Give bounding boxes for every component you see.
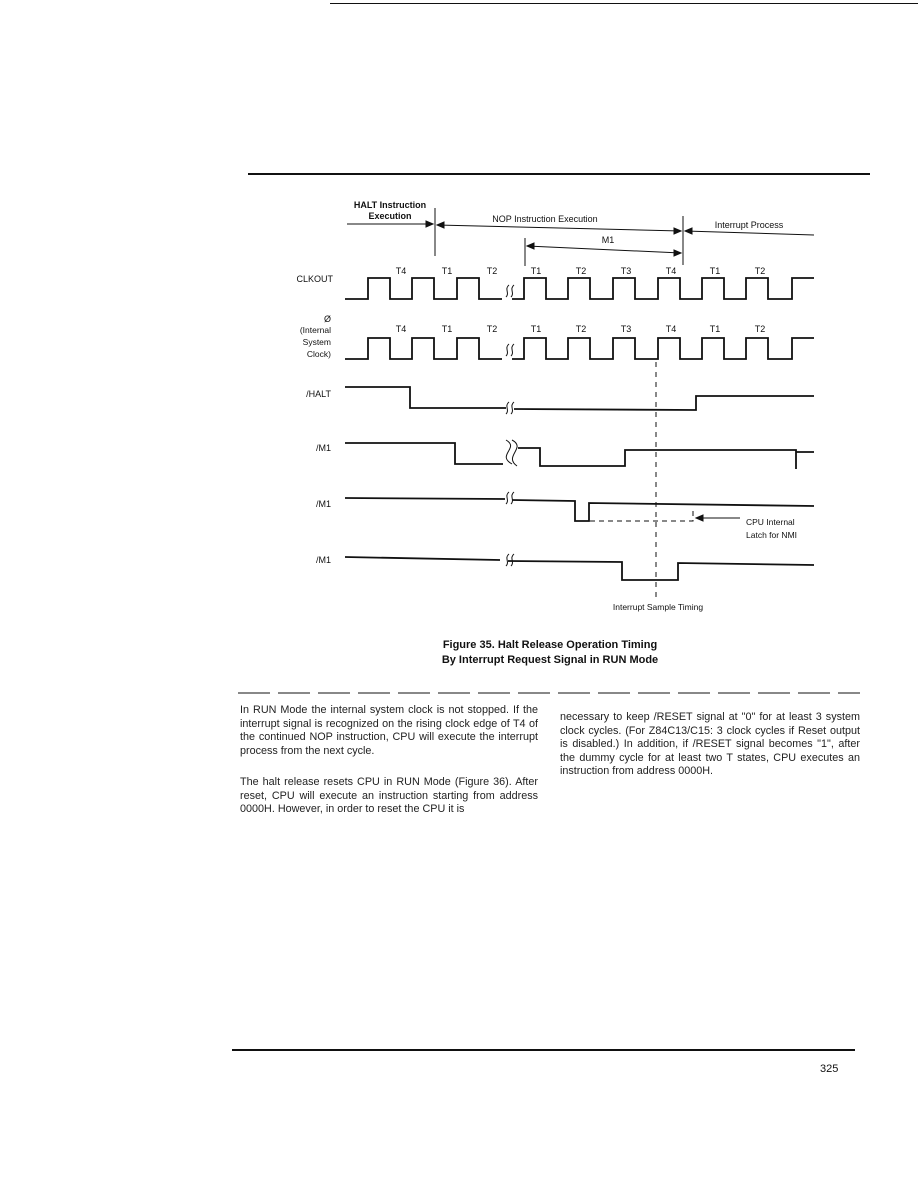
phi-state-8: T1 [709, 324, 721, 334]
signal-phi-symbol: Ø [323, 314, 331, 324]
m1-span-label: M1 [601, 235, 615, 245]
nmi-latch-path [590, 507, 693, 521]
clkout-state-7: T4 [665, 266, 677, 276]
phi-state-5: T2 [575, 324, 587, 334]
clkout-state-9: T2 [754, 266, 766, 276]
phi-state-9: T2 [754, 324, 766, 334]
m1-span-arrowhead-left [527, 243, 534, 249]
break-mark-m1-b [506, 492, 514, 504]
signal-clkout: CLKOUT [296, 274, 333, 284]
left-paragraph-1: In RUN Mode the internal system clock is not stopped. If the interrupt signal is recognized on the rising clock edge of T4 of the continued NOP instruction, CPU will execute the interrupt process from the next cycle. [240, 704, 538, 757]
phase-nop-label: NOP Instruction Execution [492, 214, 598, 224]
nop-phase-arrow [437, 225, 681, 231]
interrupt-phase-arrow [685, 231, 814, 235]
break-mark-m1-a [506, 440, 517, 466]
break-mark-halt [506, 402, 514, 414]
phi-state-7: T4 [665, 324, 677, 334]
signal-phi-line1: (Internal [299, 325, 331, 335]
clkout-state-5: T2 [575, 266, 587, 276]
clkout-state-4: T1 [530, 266, 542, 276]
signal-m1-c: /M1 [315, 555, 331, 565]
clkout-state-1: T4 [395, 266, 407, 276]
figure-caption-line-1: Figure 35. Halt Release Operation Timing [442, 639, 658, 651]
m1-a-waveform [345, 443, 814, 469]
phase-interrupt-label: Interrupt Process [714, 220, 784, 230]
signal-phi-line3: Clock) [306, 349, 331, 359]
clkout-state-3: T2 [486, 266, 498, 276]
signal-m1-b: /M1 [315, 499, 331, 509]
m1-b-waveform [345, 498, 814, 521]
phi-state-1: T4 [395, 324, 407, 334]
break-mark-phi [506, 344, 514, 356]
m1-span-arrow [527, 246, 681, 253]
page-number: 325 [820, 1063, 839, 1075]
left-paragraph-2: The halt release resets CPU in RUN Mode (Figure 36). After reset, CPU will execute an instruction starting from address 0000H. However, in order to reset the CPU it is [240, 776, 538, 816]
clkout-state-6: T3 [620, 266, 632, 276]
signal-phi-line2: System [302, 337, 331, 347]
halt-waveform [345, 387, 814, 410]
phi-state-2: T1 [441, 324, 453, 334]
phase-halt-label-2: Execution [368, 211, 412, 221]
figure-caption-line-2: By Interrupt Request Signal in RUN Mode [441, 654, 659, 666]
latch-label-1: CPU Internal [746, 517, 795, 527]
signal-m1-a: /M1 [315, 443, 331, 453]
right-paragraph-1: necessary to keep /RESET signal at "0" for at least 3 system clock cycles. (For Z84C13/C15: 3 clock cycles if Reset output is disabled.) In addition, if /RESET signal becomes "1", after the dummy cycle for at least two T states, CPU executes an instruction from address 0000H. [560, 711, 860, 778]
m1-span-arrowhead-right [674, 250, 681, 256]
sample-timing-label: Interrupt Sample Timing [612, 602, 704, 612]
latch-label-2: Latch for NMI [746, 530, 798, 540]
break-mark-m1-c [506, 554, 514, 566]
signal-halt: /HALT [306, 389, 331, 399]
m1-c-waveform [345, 557, 814, 580]
phi-state-4: T1 [530, 324, 542, 334]
phi-waveform [345, 338, 814, 359]
column-separator [0, 690, 918, 696]
interrupt-phase-arrowhead [685, 228, 692, 234]
latch-arrowhead [696, 515, 703, 521]
phase-halt-label-1: HALT Instruction [353, 200, 427, 210]
phi-state-3: T2 [486, 324, 498, 334]
phi-state-6: T3 [620, 324, 632, 334]
nop-phase-arrowhead-right [674, 228, 681, 234]
footer-rule [232, 1049, 855, 1051]
clkout-waveform [345, 278, 814, 299]
clkout-state-8: T1 [709, 266, 721, 276]
clkout-state-2: T1 [441, 266, 453, 276]
nop-phase-arrowhead-left [437, 222, 444, 228]
halt-phase-arrowhead [426, 221, 433, 227]
state-labels [396, 266, 766, 334]
break-mark-clkout [506, 285, 514, 297]
